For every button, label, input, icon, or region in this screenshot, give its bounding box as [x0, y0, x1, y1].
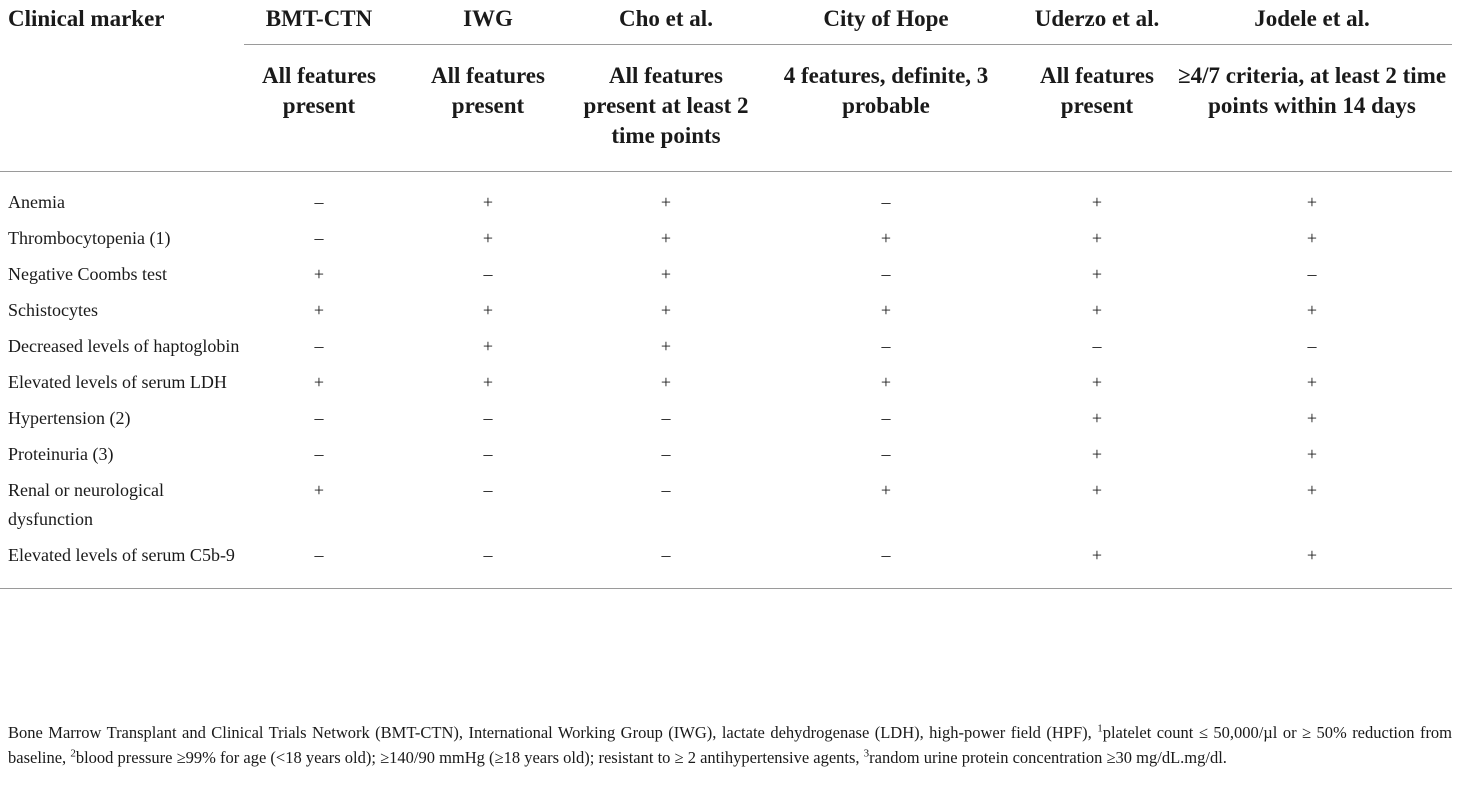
- table-cell: –: [1307, 263, 1317, 284]
- column-header-criteria: All features present at least 2 time points: [582, 44, 750, 171]
- table-cell: +: [482, 227, 494, 248]
- column-header-name: City of Hope: [750, 0, 1022, 44]
- table-cell: –: [881, 443, 891, 464]
- table-cell: +: [660, 299, 672, 320]
- table-cell: –: [661, 443, 671, 464]
- table-cell: +: [660, 227, 672, 248]
- table-cell: +: [1091, 407, 1103, 428]
- table-cell: –: [314, 407, 324, 428]
- corner-header-spacer: [0, 44, 244, 171]
- table-cell: +: [1022, 541, 1172, 589]
- table-row: [0, 476, 1452, 541]
- row-marker-label: Negative Coombs test: [8, 263, 167, 284]
- table-cell: +: [1091, 443, 1103, 464]
- table-cell: +: [880, 299, 892, 320]
- table-cell: +: [313, 479, 325, 500]
- table-cell: –: [661, 407, 671, 428]
- table-cell: –: [1092, 335, 1102, 356]
- row-marker-label: Elevated levels of serum LDH: [8, 371, 227, 392]
- table-cell: –: [483, 443, 493, 464]
- column-header-criteria: ≥4/7 criteria, at least 2 time points within 14 days: [1172, 44, 1452, 171]
- table-cell: +: [1091, 191, 1103, 212]
- table-cell: –: [483, 407, 493, 428]
- footnote-marker: 2: [70, 747, 76, 760]
- column-header-name: Jodele et al.: [1172, 0, 1452, 44]
- table-cell: –: [582, 541, 750, 589]
- column-header-criteria: 4 features, definite, 3 probable: [750, 44, 1022, 171]
- table-cell: +: [1306, 479, 1318, 500]
- table-cell: –: [881, 191, 891, 212]
- table-footnote: [8, 720, 1452, 770]
- column-header-criteria: All features present: [394, 44, 582, 171]
- table-cell: +: [313, 263, 325, 284]
- table-cell: –: [314, 443, 324, 464]
- column-header-criteria: All features present: [1022, 44, 1172, 171]
- footnote-text: blood pressure ≥99% for age (<18 years old); ≥140/90 mmHg (≥18 years old); resistant to ≥ 2 antihypertensive agents,: [75, 748, 860, 767]
- table-cell: +: [482, 371, 494, 392]
- table-cell: –: [1307, 335, 1317, 356]
- table-cell: +: [660, 191, 672, 212]
- table-cell: +: [1306, 371, 1318, 392]
- table-row: [0, 541, 1452, 589]
- table-cell: +: [660, 371, 672, 392]
- header-row-names: [0, 0, 1452, 44]
- table-cell: –: [881, 407, 891, 428]
- table-cell: +: [880, 227, 892, 248]
- footnote-abbreviations: Bone Marrow Transplant and Clinical Trials Network (BMT-CTN), International Working Group (IWG), lactate dehydrogenase (LDH), high-power field (HPF),: [8, 723, 1092, 742]
- column-header-name: Uderzo et al.: [1022, 0, 1172, 44]
- footnote-marker: 1: [1097, 722, 1103, 735]
- table-cell: +: [1091, 227, 1103, 248]
- table-cell: –: [314, 227, 324, 248]
- footnote-text: platelet count ≤ 50,000/µl or ≥ 50% reduction from baseline,: [8, 723, 1453, 767]
- table-cell: +: [660, 335, 672, 356]
- row-marker-label: Thrombocytopenia (1): [8, 227, 171, 248]
- table-row: [0, 368, 1452, 404]
- table-cell: –: [314, 335, 324, 356]
- row-marker-label: Schistocytes: [8, 299, 98, 320]
- row-marker-label: Elevated levels of serum C5b-9: [0, 541, 244, 589]
- row-marker-label: Proteinuria (3): [8, 443, 114, 464]
- table-row: [0, 404, 1452, 440]
- table-row: [0, 260, 1452, 296]
- table-cell: +: [1306, 299, 1318, 320]
- table-cell: +: [1091, 479, 1103, 500]
- table-cell: +: [880, 371, 892, 392]
- footnote-marker: 3: [863, 747, 870, 760]
- table-cell: –: [881, 335, 891, 356]
- table-cell: –: [483, 479, 493, 500]
- table-row: [0, 440, 1452, 476]
- column-header-criteria: All features present: [244, 44, 394, 171]
- table-cell: +: [1306, 227, 1318, 248]
- table-row: [0, 171, 1452, 224]
- table-cell: –: [661, 479, 671, 500]
- table-row: [0, 224, 1452, 260]
- table-row: [0, 296, 1452, 332]
- row-marker-label: Hypertension (2): [8, 407, 131, 428]
- corner-header: Clinical marker: [8, 6, 165, 31]
- row-marker-label: Anemia: [8, 191, 65, 212]
- table-cell: +: [1306, 191, 1318, 212]
- table-cell: +: [1172, 541, 1452, 589]
- table-cell: –: [394, 541, 582, 589]
- table-cell: –: [314, 191, 324, 212]
- table-cell: +: [1091, 299, 1103, 320]
- table-cell: +: [1091, 371, 1103, 392]
- column-header-name: Cho et al.: [582, 0, 750, 44]
- table-cell: +: [482, 299, 494, 320]
- table-body: [0, 171, 1452, 588]
- footnote-text: random urine protein concentration ≥30 mg/dL.mg/dl.: [869, 748, 1227, 767]
- table-cell: +: [1091, 263, 1103, 284]
- table-cell: –: [750, 541, 1022, 589]
- table-cell: +: [482, 335, 494, 356]
- table-cell: +: [1306, 407, 1318, 428]
- row-marker-label: Renal or neurological dysfunction: [8, 479, 164, 529]
- table-cell: +: [313, 371, 325, 392]
- table-cell: +: [313, 299, 325, 320]
- table-cell: –: [483, 263, 493, 284]
- table-cell: –: [881, 263, 891, 284]
- table-cell: +: [1306, 443, 1318, 464]
- column-header-name: IWG: [394, 0, 582, 44]
- table-cell: +: [482, 191, 494, 212]
- table-cell: +: [880, 479, 892, 500]
- row-marker-label: Decreased levels of haptoglobin: [8, 335, 240, 356]
- column-header-name: BMT-CTN: [244, 0, 394, 44]
- header-row-criteria: [0, 44, 1452, 171]
- table-cell: +: [660, 263, 672, 284]
- table-row: [0, 332, 1452, 368]
- table-cell: –: [244, 541, 394, 589]
